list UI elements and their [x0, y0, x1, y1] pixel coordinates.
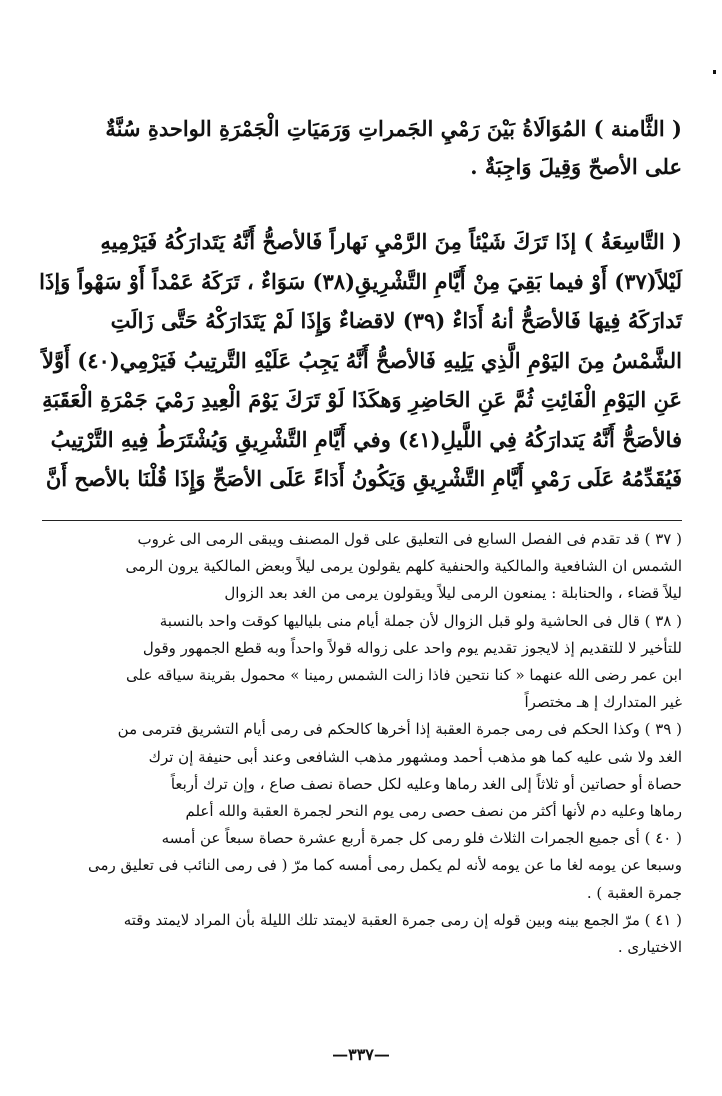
footnote-line: وسبعا عن يومه لغا ما عن يومه لأنه لم يكمل رمى أمسه كما مرّ ( فى رمى النائب فى تعليق رمى: [87, 856, 682, 875]
scan-edge-mark: [713, 70, 716, 74]
page-number: —٣٣٧—: [332, 1045, 390, 1064]
main-text-line: ( الثَّامنة ) المُوَالَاةُ بَيْنَ رَمْيِ الجَمراتِ وَرَمَيَاتِ الْجَمْرَةِ الواحدةِ سُنَّةٌ: [105, 116, 682, 141]
main-text-line: تَدارَكَهُ فِيهَا فَالأصَحُّ أنهُ أَدَاءٌ (٣٩) لاقضاءٌ وَإِذَا لَمْ يَتَدَارَكْهُ حَتَّى زَالَتِ: [110, 308, 682, 333]
footnote-line: ( ٣٨ ) قال فى الحاشية ولو قبل الزوال لأن جملة أيام منى بلياليها كوقت واحد بالنسبة: [159, 611, 682, 630]
main-paragraph-eighth: [62, 110, 682, 186]
footnote-line: ابن عمر رضى الله عنهما « كنا نتحين فاذا زالت الشمس رمينا » محمول بقرينة سياقه على: [126, 666, 682, 685]
footnotes: [45, 526, 682, 961]
footnote-line: الغد ولا شى عليه كما هو مذهب أحمد ومشهور مذهب الشافعى وعند أبى حنيفة إن ترك: [148, 747, 682, 766]
main-text-line: عَنِ اليَوْمِ الْفَائِتِ ثُمَّ عَنِ الحَاضِرِ وَهكَذَا لَوْ تَرَكَ يَوْمَ الْعِيدِ رَمْيَ جَمْرَةِ الْعَقَبَةِ: [42, 387, 682, 412]
footnote-line: للتأخير لا للتقديم إذ لايجوز تقديم يوم واحد على زواله قولاً واحداً وبه قطع الجمهور وقول: [142, 638, 682, 657]
footnote-line: رماها وعليه دم لأنها أكثر من نصف حصى رمى يوم النحر لجمرة العقبة والله أعلم: [185, 802, 682, 821]
footnote-line: حصاة أو حصاتين أو ثلاثاً إلى الغد رماها وعليه لكل حصاة نصف صاع ، وإن ترك أربعاً: [170, 774, 682, 793]
footnote-line: ( ٤١ ) مرّ الجمع بينه وبين قوله إن رمى جمرة العقبة لايمتد تلك الليلة بأن المراد لايمتد وقته: [123, 910, 682, 929]
footnote-line: جمرة العقبة ) .: [586, 883, 682, 902]
main-text-line: فَيُقَدِّمُهُ عَلَى رَمْيِ أَيَّامِ التَّشْرِيقِ وَيَكُونُ أَدَاءً عَلَى الأصَحِّ وَإِذَا قُلْنَا بالأصح أَنَّ: [45, 466, 682, 491]
footnote-line: ( ٣٩ ) وكذا الحكم فى رمى جمرة العقبة إذا أخرها كالحكم فى رمى أيام التشريق فترمى من: [117, 720, 682, 739]
footnote-line: غير المتدارك إ هـ مختصراً: [524, 693, 682, 712]
footnote-line: ( ٣٧ ) قد تقدم فى الفصل السابع فى التعليق على قول المصنف ويبقى الرمى الى غروب: [137, 530, 682, 548]
main-text-line: فالأصَحُّ أَنَّهُ يَتدارَكُهُ فِي اللَّيلِ(٤١) وفي أَيَّامِ التَّشْرِيقِ وَيُشْتَرَطُ فِيهِ التَّرْتِيبُ: [50, 426, 682, 452]
main-text-line: لَيْلاً(٣٧) أَوْ فيما بَقِيَ مِنْ أَيَّامِ التَّشْرِيقِ(٣٨) سَوَاءٌ ، تَرَكَهُ عَمْداً أَوْ سَهْواً وَإذَا: [39, 268, 682, 294]
footnote-line: الشمس ان الشافعية والمالكية والحنفية كلهم يقولون يرمى ليلاً وبعض المالكية يرون الرمى: [125, 557, 682, 576]
footnote-line: الاختيارى .: [617, 938, 682, 957]
main-text-line: على الأصحّ وَقِيلَ وَاجِبَةٌ .: [470, 154, 682, 179]
footnote-line: ليلاً قضاء ، والحنابلة : يمنعون الرمى ليلاً ويقولون يرمى من الغد بعد الزوال: [224, 584, 682, 603]
footnote-line: ( ٤٠ ) أى جميع الجمرات الثلاث فلو رمى كل جمرة أربع عشرة حصاة سبعاً عن أمسه: [161, 829, 682, 848]
main-text-line: الشَّمْسُ مِنَ اليَوْمِ الَّذِي يَلِيهِ فَالأصحُّ أَنَّهُ يَجِبُ عَلَيْهِ التَّرتِيبُ فَيَرْمِي(٤٠) أَوَّلاً: [42, 347, 682, 373]
main-paragraph-ninth: [39, 222, 682, 499]
main-text-line: ( التَّاسِعَةُ ) إذَا تَرَكَ شَيْئاً مِنَ الرَّمْيِ نَهاراً فَالأصحُّ أَنَّهُ يَتَدارَكُهُ فَيَرْمِيهِ: [100, 229, 682, 254]
footnote-separator: [42, 520, 682, 521]
